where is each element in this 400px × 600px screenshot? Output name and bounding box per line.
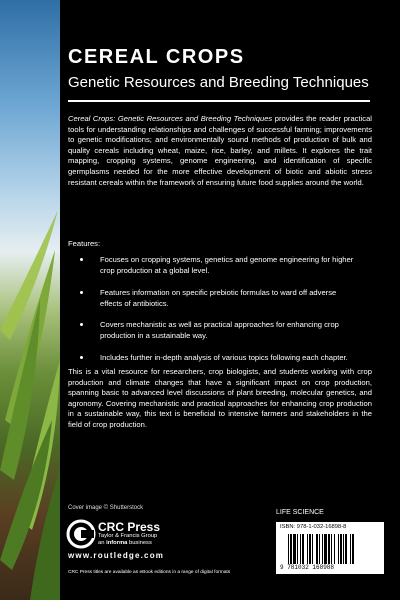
features-heading: Features: — [68, 239, 101, 248]
bullet-icon — [80, 291, 83, 294]
feature-item — [80, 319, 360, 341]
feature-item — [80, 352, 360, 363]
bullet-icon — [80, 258, 83, 261]
crc-press-logo-icon — [66, 519, 96, 549]
publisher-informa: informa — [106, 540, 128, 546]
feature-text: Includes further in-depth analysis of various topics following each chapter. — [100, 352, 348, 362]
isbn-number: ISBN: 978-1-032-16898-8 — [280, 524, 347, 530]
publisher-an: an — [98, 540, 105, 546]
publisher-business: business — [128, 540, 152, 546]
wheat-field-photo — [0, 0, 60, 600]
book-title: CEREAL CROPS — [68, 46, 245, 68]
bullet-icon — [80, 356, 83, 359]
isbn-barcode-box — [276, 522, 384, 574]
ebook-note: CRC Press titles are available as eBook editions in a range of digital formats — [68, 570, 231, 575]
feature-text: Focuses on cropping systems, genetics and genome engineering for higher crop production at a global level. — [100, 255, 354, 275]
publisher-name: CRC Press — [98, 520, 161, 534]
feature-text: Features information on specific prebiotic formulas to ward off adverse effects of antibiotics. — [100, 287, 337, 308]
intro-book-title: Cereal Crops: Genetic Resources and Breeding Techniques — [68, 114, 273, 123]
closing-paragraph: This is a vital resource for researchers, crop biologists, and students working with crop production and climate changes that have a significant impact on crop production, spanning basic to advanced level discussions of plant breeding, molecular genetics, and agronomy. Covering mechanistic and practical approaches for enhancing crop production in a sustainable way, this text is beneficial to intensive farmers and stakeholders in the field of crop production. — [68, 367, 372, 429]
publisher-url[interactable]: www.routledge.com — [68, 551, 165, 560]
title-divider — [68, 100, 370, 102]
subject-category: LIFE SCIENCE — [276, 509, 324, 516]
intro-paragraph — [68, 114, 372, 188]
bullet-icon — [80, 323, 83, 326]
intro-text: provides the reader practical tools for understanding relationships and challenges of successful farming; improvements to genetic modifications; and environmentally sound methods of production of bulk and quality cereals including wheat, maize, rice, barley, and millets. It explores the trait mapping, cropping systems, genome engineering, and identification of specific germplasms needed for the more effective development of biotic and abiotic stress resistant cereals within the framework of ensuring future food supplies around the world. — [68, 114, 372, 187]
barcode-digits: 9 781032 168988 — [280, 564, 335, 571]
book-subtitle: Genetic Resources and Breeding Techniques — [68, 74, 369, 91]
publisher-group: Taylor & Francis Group — [98, 533, 158, 539]
isbn-barcode-icon — [288, 534, 372, 564]
cover-image-credit: Cover image © Shutterstock — [68, 505, 144, 511]
features-list — [80, 254, 360, 373]
publisher-business-line — [98, 540, 152, 546]
feature-item — [80, 254, 360, 276]
feature-text: Covers mechanistic as well as practical approaches for enhancing crop production in a sustainable way. — [100, 320, 339, 340]
wheat-leaves-illustration — [0, 0, 60, 600]
feature-item — [80, 287, 360, 309]
